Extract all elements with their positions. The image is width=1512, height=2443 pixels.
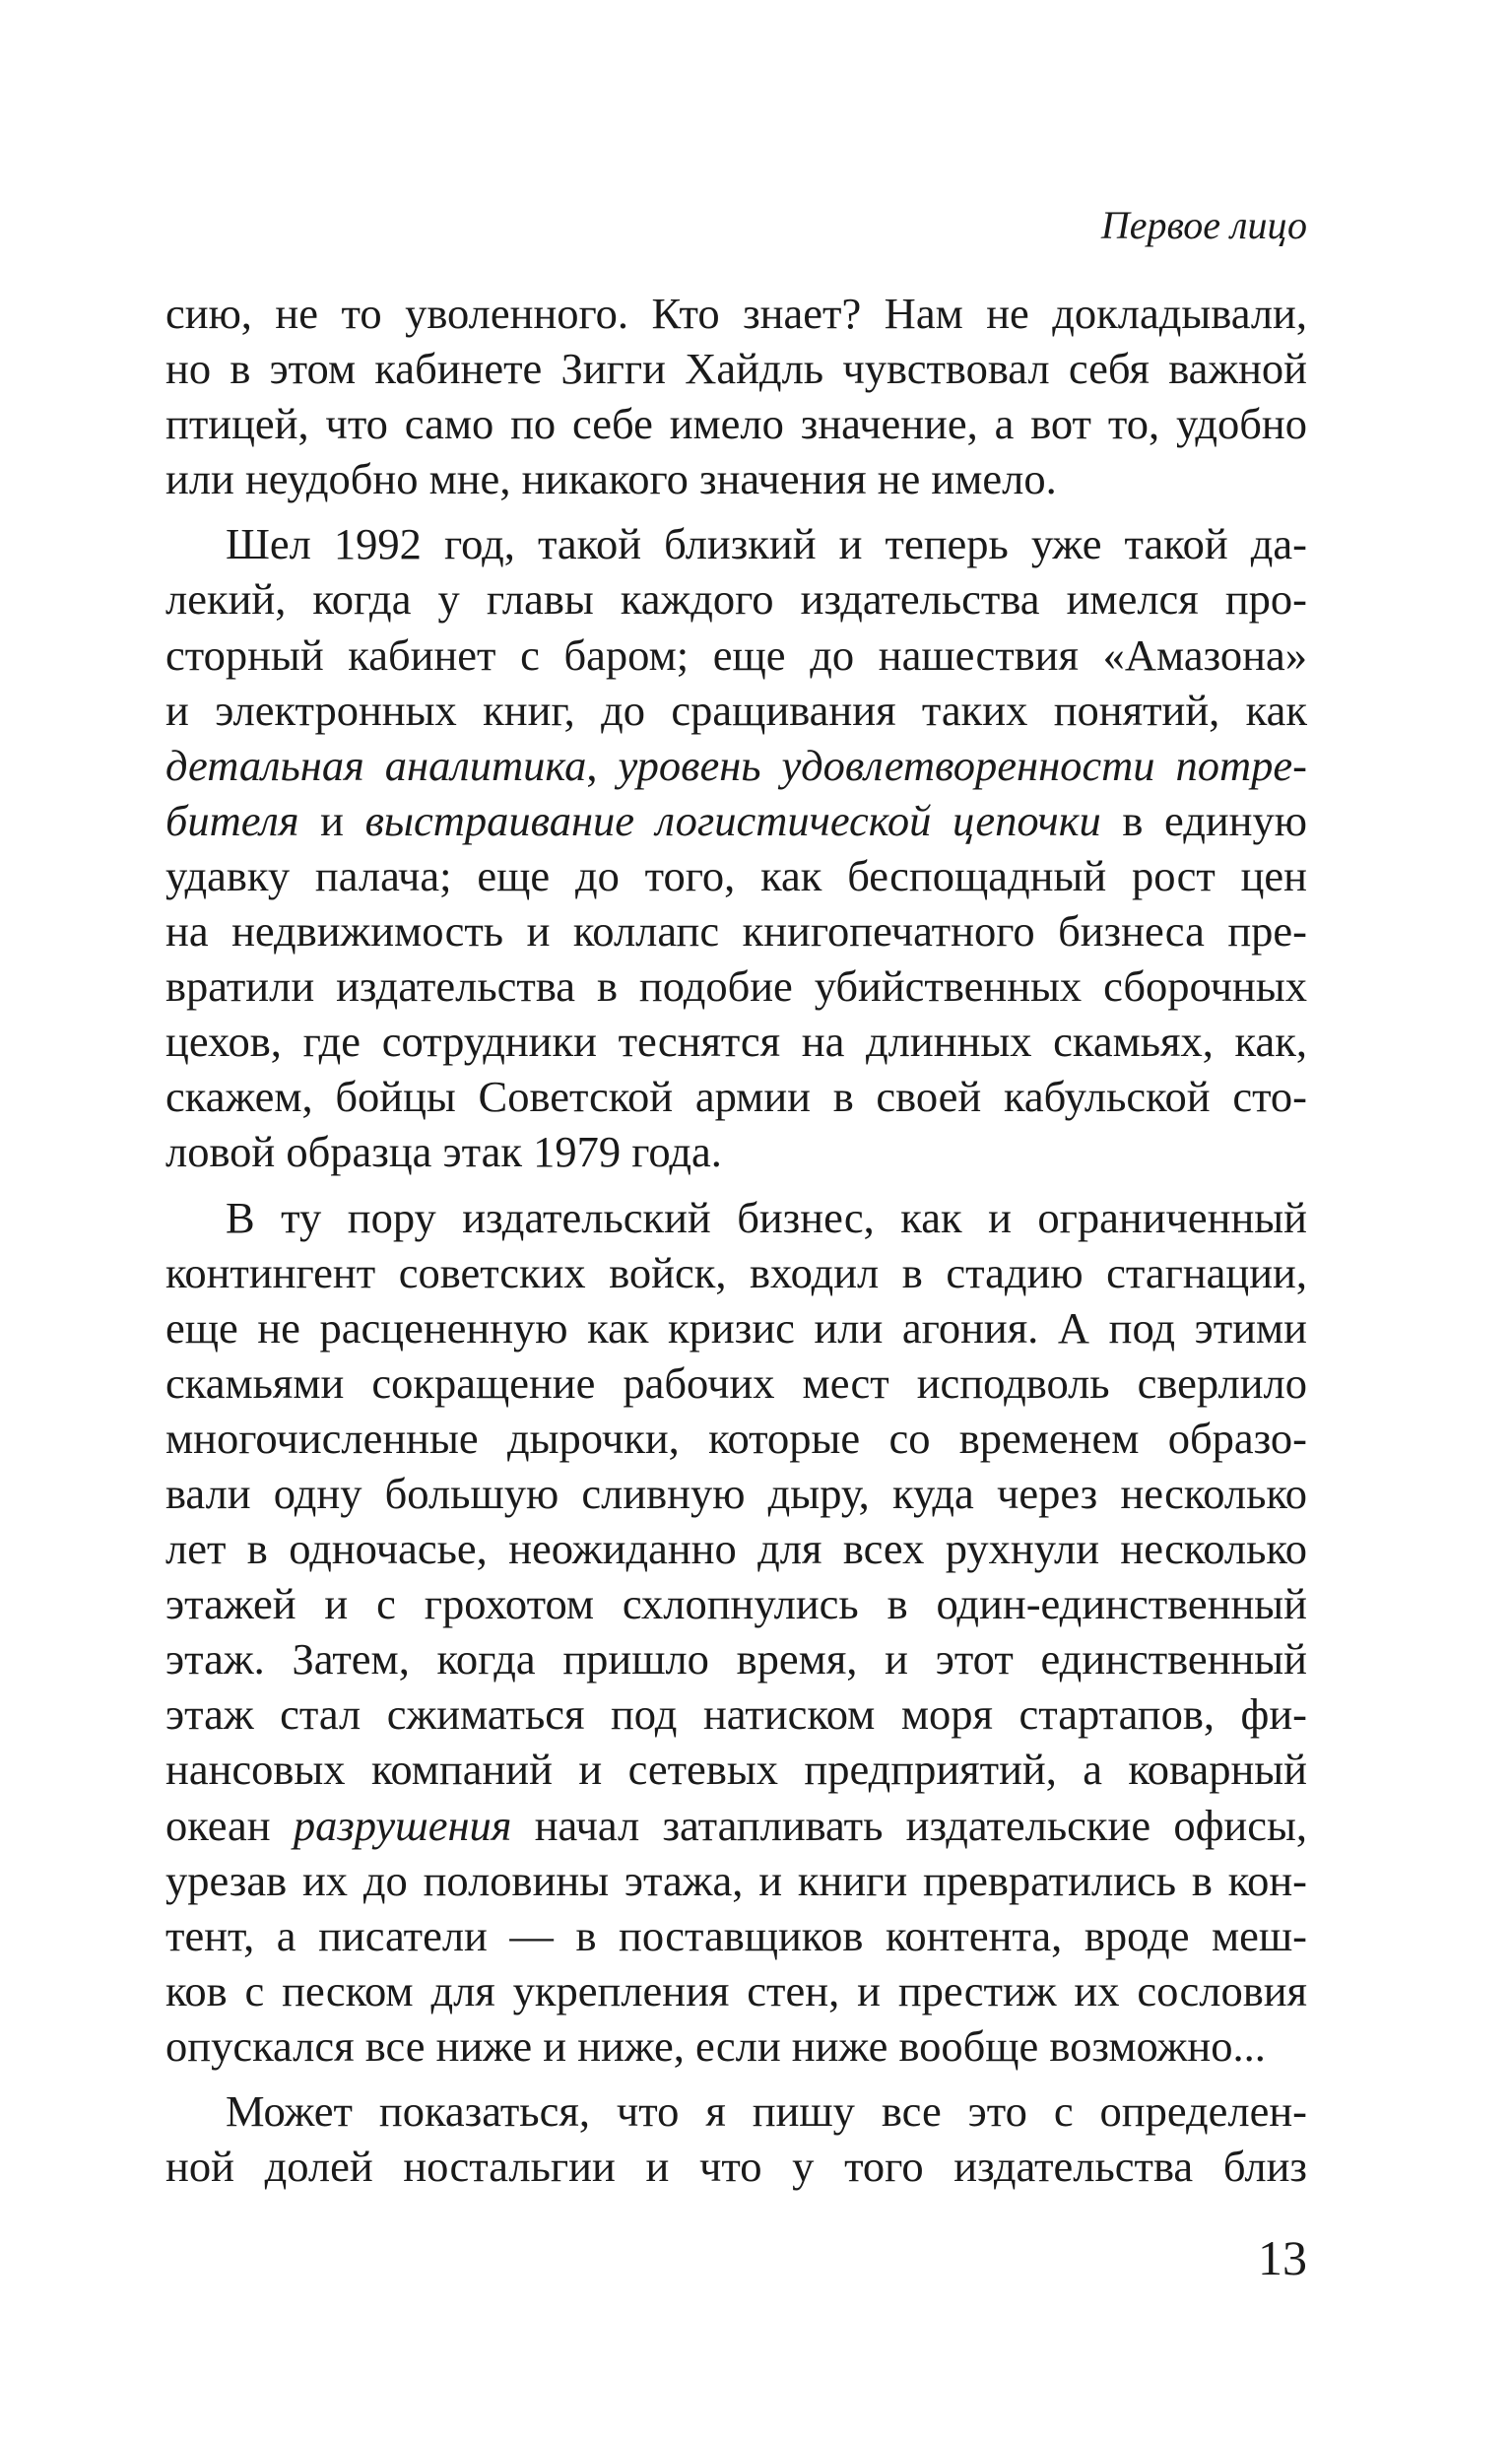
- text-run: многочисленные дырочки, которые со временем образо-: [165, 1413, 1307, 1463]
- text-line: [165, 2018, 1307, 2074]
- paragraph: [165, 286, 1307, 506]
- text-run: нансовых компаний и сетевых предприятий, а коварный: [165, 1745, 1307, 1795]
- text-run: этаж стал сжиматься под натиском моря стартапов, фи-: [165, 1689, 1307, 1740]
- text-line: [165, 793, 1307, 848]
- text-run: этажей и с грохотом схлопнулись в один-единственный: [165, 1579, 1307, 1629]
- text-run: сию, не то уволенного. Кто знает? Нам не докладывали,: [165, 289, 1307, 338]
- text-line: [165, 1124, 1307, 1179]
- text-run: но в этом кабинете Зигги Хайдль чувствовал себя важной: [165, 344, 1307, 394]
- text-run: этаж. Затем, когда пришло время, и этот единственный: [165, 1634, 1307, 1684]
- text-line: [165, 1355, 1307, 1411]
- text-line: [165, 2139, 1307, 2194]
- paragraph: [165, 1190, 1307, 2075]
- text-run: скажем, бойцы Советской армии в своей кабульской сто-: [165, 1072, 1307, 1122]
- body-text: [165, 286, 1307, 2194]
- text-line: [165, 1521, 1307, 1576]
- italic-phrase: выстраивание логистической цепочки: [364, 795, 1101, 845]
- text-line: [165, 451, 1307, 506]
- text-line: [165, 1686, 1307, 1742]
- text-run: сторный кабинет с баром; еще до нашествия «Амазона»: [165, 629, 1307, 680]
- text-line: [165, 396, 1307, 451]
- text-line: [165, 848, 1307, 903]
- text-run: начал затапливать издательские офисы,: [511, 1800, 1307, 1850]
- italic-phrase: детальная аналитика: [165, 740, 587, 790]
- text-line: [165, 516, 1307, 571]
- text-line: [165, 1069, 1307, 1124]
- text-run: контингент советских войск, входил в стадию стагнации,: [165, 1247, 1307, 1297]
- text-line: [165, 1411, 1307, 1466]
- text-run: в единую: [1100, 795, 1307, 845]
- text-run: тент, а писатели — в поставщиков контента, вроде меш-: [165, 1910, 1307, 1960]
- text-run: удавку палача; еще до того, как беспощадный рост цен: [165, 850, 1307, 900]
- text-line: [165, 1963, 1307, 2018]
- paragraph: [165, 2083, 1307, 2194]
- text-line: [165, 2083, 1307, 2139]
- text-run: и электронных книг, до сращивания таких понятий, как: [165, 685, 1307, 735]
- text-line: [165, 1908, 1307, 1963]
- text-line: [165, 958, 1307, 1014]
- text-line: [165, 738, 1307, 793]
- text-line: [165, 627, 1307, 683]
- text-run: вали одну большую сливную дыру, куда через несколько: [165, 1468, 1307, 1518]
- italic-phrase: уровень удовлетворенности потре-: [618, 740, 1307, 790]
- text-run: на недвижимость и коллапс книгопечатного бизнеса пре-: [165, 906, 1307, 957]
- text-run: ков с песком для укрепления стен, и престиж их сословия: [165, 1965, 1307, 2015]
- text-line: [165, 1466, 1307, 1521]
- text-line: [165, 903, 1307, 958]
- text-run: или неудобно мне, никакого значения не имело.: [165, 454, 1057, 504]
- text-run: лекий, когда у главы каждого издательства имелся про-: [165, 574, 1307, 625]
- text-line: [165, 1631, 1307, 1686]
- text-line: [165, 1742, 1307, 1797]
- text-line: [165, 341, 1307, 396]
- text-line: [165, 1798, 1307, 1853]
- text-run: птицей, что само по себе имело значение, а вот то, удобно: [165, 399, 1307, 449]
- text-line: [165, 1300, 1307, 1355]
- text-run: Шел 1992 год, такой близкий и теперь уже такой да-: [226, 519, 1307, 569]
- text-line: [165, 571, 1307, 627]
- text-run: еще не расцененную как кризис или агония. А под этими: [165, 1302, 1307, 1353]
- text-line: [165, 1245, 1307, 1300]
- text-run: В ту пору издательский бизнес, как и ограниченный: [226, 1192, 1307, 1242]
- text-run: скамьями сокращение рабочих мест исподволь сверлило: [165, 1357, 1307, 1408]
- text-run: вратили издательства в подобие убийственных сборочных: [165, 961, 1307, 1012]
- italic-phrase: бителя: [165, 795, 299, 845]
- text-line: [165, 1014, 1307, 1069]
- text-run: ,: [586, 740, 619, 790]
- text-line: [165, 1190, 1307, 1245]
- text-line: [165, 683, 1307, 738]
- text-run: урезав их до половины этажа, и книги превратились в кон-: [165, 1855, 1307, 1905]
- page-number: 13: [1258, 2230, 1307, 2285]
- text-line: [165, 1576, 1307, 1631]
- text-run: Может показаться, что я пишу все это с определен-: [226, 2086, 1307, 2136]
- text-run: океан: [165, 1800, 294, 1850]
- text-line: [165, 1853, 1307, 1908]
- text-line: [165, 286, 1307, 341]
- italic-phrase: разрушения: [293, 1800, 512, 1850]
- text-run: ловой образца этак 1979 года.: [165, 1127, 722, 1177]
- paragraph: [165, 516, 1307, 1179]
- text-run: цехов, где сотрудники теснятся на длинных скамьях, как,: [165, 1017, 1307, 1067]
- running-head: Первое лицо: [1100, 203, 1307, 247]
- text-run: опускался все ниже и ниже, если ниже вообще возможно...: [165, 2020, 1266, 2071]
- text-run: ной долей ностальгии и что у того издательства близ: [165, 2142, 1307, 2192]
- text-run: лет в одночасье, неожиданно для всех рухнули несколько: [165, 1524, 1307, 1574]
- text-run: и: [298, 795, 365, 845]
